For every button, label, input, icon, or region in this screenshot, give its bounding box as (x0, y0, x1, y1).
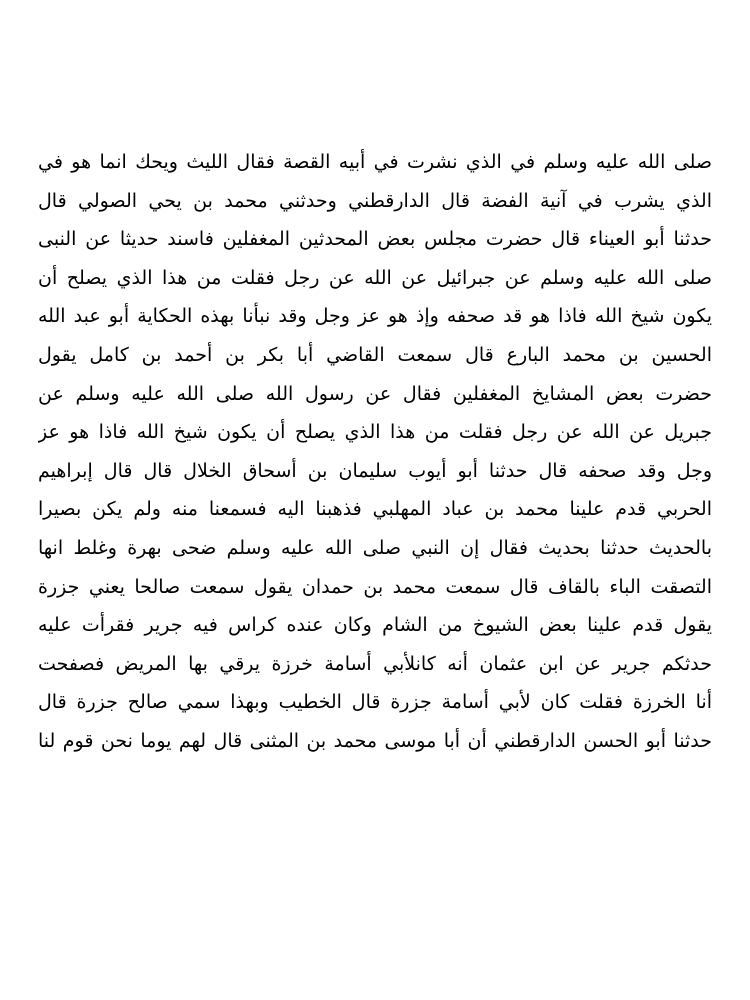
text-line-3: حدثنا أبو العيناء قال حضرت مجلس بعض المحدثين المغفلين فاسند حديثا عن النبى (38, 228, 712, 251)
text-line-6: الحسين بن محمد البارع قال سمعت القاضي أبا بكر بن أحمد بن كامل يقول (38, 343, 712, 366)
text-line-11: بالحديث حدثنا بحديث فقال إن النبي صلى الله عليه وسلم ضحى بهرة وغلط انها (38, 536, 712, 559)
text-line-16: حدثنا أبو الحسن الدارقطني أن أبا موسى محمد بن المثنى قال لهم يوما نحن قوم لنا (38, 729, 712, 752)
arabic-text-block (38, 143, 712, 761)
text-line-15: أنا الخرزة فقلت كان لأبي أسامة جزرة قال الخطيب وبهذا سمي صالح جزرة قال (38, 691, 712, 714)
text-line-7: حضرت بعض المشايخ المغفلين فقال عن رسول الله صلى الله عليه وسلم عن (38, 382, 712, 405)
text-line-10: الحربي قدم علينا محمد بن عباد المهلبي فذهبنا اليه فسمعنا منه ولم يكن بصيرا (38, 498, 712, 521)
text-line-1: صلى الله عليه وسلم في الذي نشرت في أبيه القصة فقال الليث ويحك انما هو في (38, 151, 712, 173)
text-line-2: الذي يشرب في آنية الفضة قال الدارقطني وحدثني محمد بن يحي الصولي قال (38, 189, 712, 212)
text-line-13: يقول قدم علينا بعض الشيوخ من الشام وكان عنده كراس فيه جرير فقرأت عليه (38, 614, 712, 637)
text-line-4: صلى الله عليه وسلم عن جبرائيل عن الله عن رجل فقلت من هذا الذي يصلح أن (38, 266, 712, 289)
text-line-5: يكون شيخ الله فاذا هو قد صحفه وإذ هو عز وجل وقد نبأنا بهذه الحكاية أبو عبد الله (38, 305, 712, 328)
text-line-8: جبريل عن الله عن رجل فقلت من هذا الذي يصلح أن يكون شيخ الله فاذا هو عز (38, 421, 712, 444)
text-line-12: التصقت الباء بالقاف قال سمعت محمد بن حمدان يقول سمعت صالحا يعني جزرة (38, 575, 712, 598)
text-line-9: وجل وقد صحفه قال حدثنا أبو أيوب سليمان بن أسحاق الخلال قال قال إبراهيم (38, 459, 712, 482)
text-line-14: حدثكم جرير عن ابن عثمان أنه كانلأبي أسامة خرزة يرقي بها المريض فصفحت (38, 652, 712, 675)
